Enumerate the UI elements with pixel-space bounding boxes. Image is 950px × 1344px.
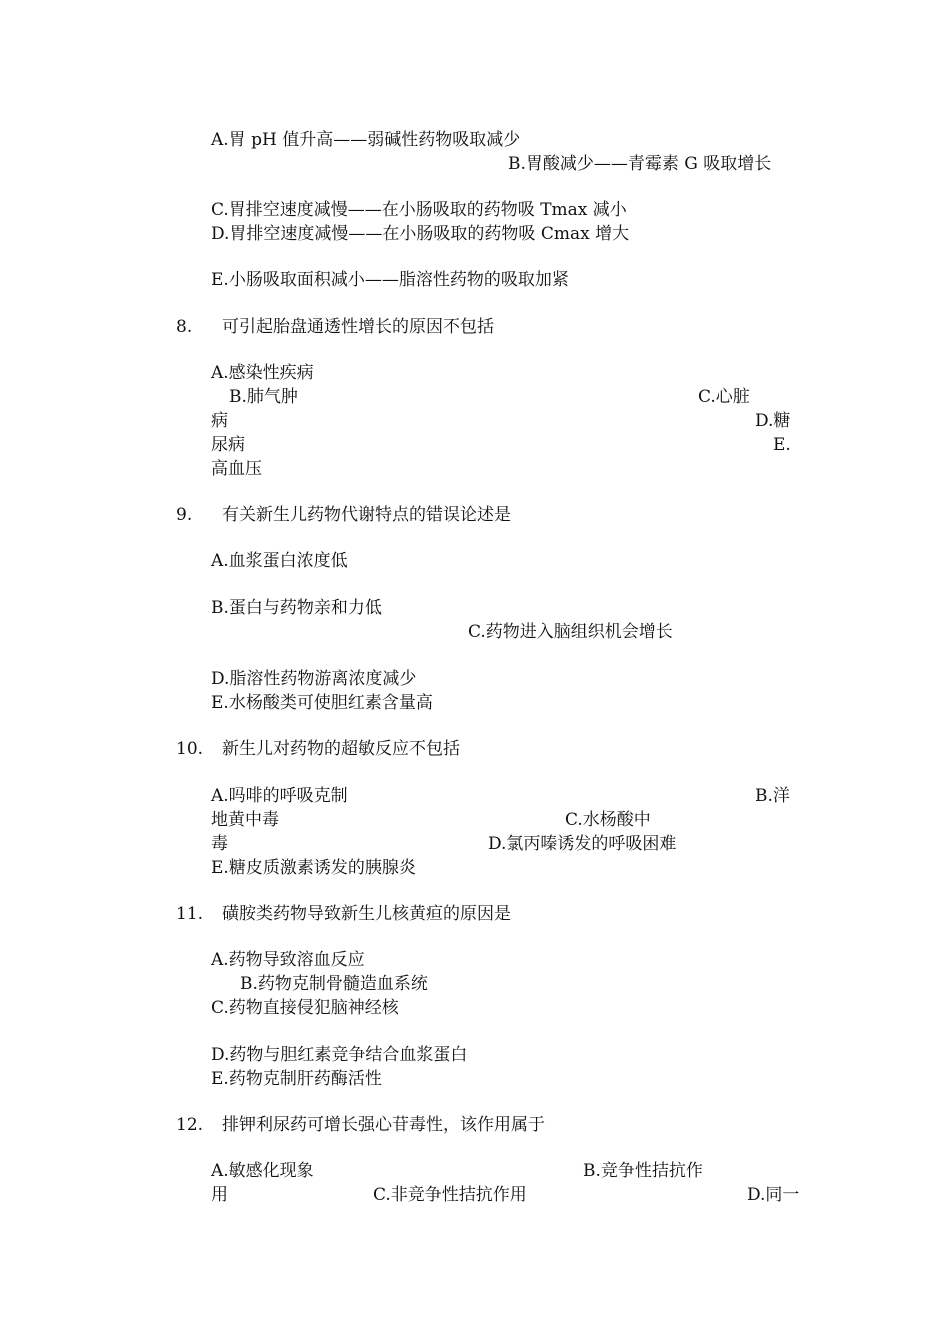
q10-option-c-start: C.水杨酸中 xyxy=(565,810,651,830)
q10-option-b-start: B.洋 xyxy=(755,786,790,806)
q12-option-a: A.敏感化现象 xyxy=(211,1161,314,1181)
q8-option-c-end: 病 xyxy=(211,411,228,431)
q8-option-e-start: E. xyxy=(773,435,791,455)
q7-option-e: E.小肠吸取面积减小——脂溶性药物的吸取加紧 xyxy=(211,270,569,290)
q11-option-b: B.药物克制骨髓造血系统 xyxy=(240,974,428,994)
q11-option-c: C.药物直接侵犯脑神经核 xyxy=(211,998,399,1018)
q9-option-e: E.水杨酸类可使胆红素含量高 xyxy=(211,693,433,713)
q8-option-b: B.肺气肿 xyxy=(229,387,298,407)
q10-option-b-end: 地黄中毒 xyxy=(211,810,279,830)
q9-option-a: A.血浆蛋白浓度低 xyxy=(211,551,348,571)
q12-option-d-start: D.同一 xyxy=(747,1185,800,1205)
q9-stem: 有关新生儿药物代谢特点的错误论述是 xyxy=(222,505,511,525)
q12-number: 12. xyxy=(176,1115,204,1135)
q9-option-b: B.蛋白与药物亲和力低 xyxy=(211,598,382,618)
q12-stem: 排钾利尿药可增长强心苷毒性，该作用属于 xyxy=(222,1115,545,1135)
q7-option-a: A.胃 pH 值升高——弱碱性药物吸取减少 xyxy=(211,130,521,150)
q7-option-c: C.胃排空速度减慢——在小肠吸取的药物吸 Tmax 减小 xyxy=(211,200,627,220)
q11-stem: 磺胺类药物导致新生儿核黄疸的原因是 xyxy=(222,904,511,924)
q10-option-c-end: 毒 xyxy=(211,834,228,854)
q10-option-d: D.氯丙嗪诱发的呼吸困难 xyxy=(488,834,677,854)
q12-option-b-start: B.竞争性拮抗作 xyxy=(583,1161,703,1181)
q7-option-b: B.胃酸减少——青霉素 G 吸取增长 xyxy=(508,154,772,174)
q9-number: 9. xyxy=(176,505,193,525)
q10-option-a: A.吗啡的呼吸克制 xyxy=(211,786,348,806)
q11-option-d: D.药物与胆红素竞争结合血浆蛋白 xyxy=(211,1045,468,1065)
q12-option-c: C.非竞争性拮抗作用 xyxy=(373,1185,527,1205)
q8-option-a: A.感染性疾病 xyxy=(211,363,314,383)
q11-number: 11. xyxy=(176,904,204,924)
q10-number: 10. xyxy=(176,739,204,759)
q7-option-d: D.胃排空速度减慢——在小肠吸取的药物吸 Cmax 增大 xyxy=(211,224,630,244)
q12-option-b-end: 用 xyxy=(211,1185,228,1205)
q8-option-c-start: C.心脏 xyxy=(698,387,750,407)
q8-stem: 可引起胎盘通透性增长的原因不包括 xyxy=(222,317,494,337)
q8-option-d-end: 尿病 xyxy=(211,435,245,455)
q10-option-e: E.糖皮质激素诱发的胰腺炎 xyxy=(211,858,416,878)
q11-option-a: A.药物导致溶血反应 xyxy=(211,950,365,970)
q8-option-e-end: 高血压 xyxy=(211,459,262,479)
q10-stem: 新生儿对药物的超敏反应不包括 xyxy=(222,739,460,759)
q8-number: 8. xyxy=(176,317,193,337)
q9-option-c: C.药物进入脑组织机会增长 xyxy=(468,622,673,642)
q11-option-e: E.药物克制肝药酶活性 xyxy=(211,1069,382,1089)
q8-option-d-start: D.糖 xyxy=(755,411,791,431)
q9-option-d: D.脂溶性药物游离浓度减少 xyxy=(211,669,417,689)
